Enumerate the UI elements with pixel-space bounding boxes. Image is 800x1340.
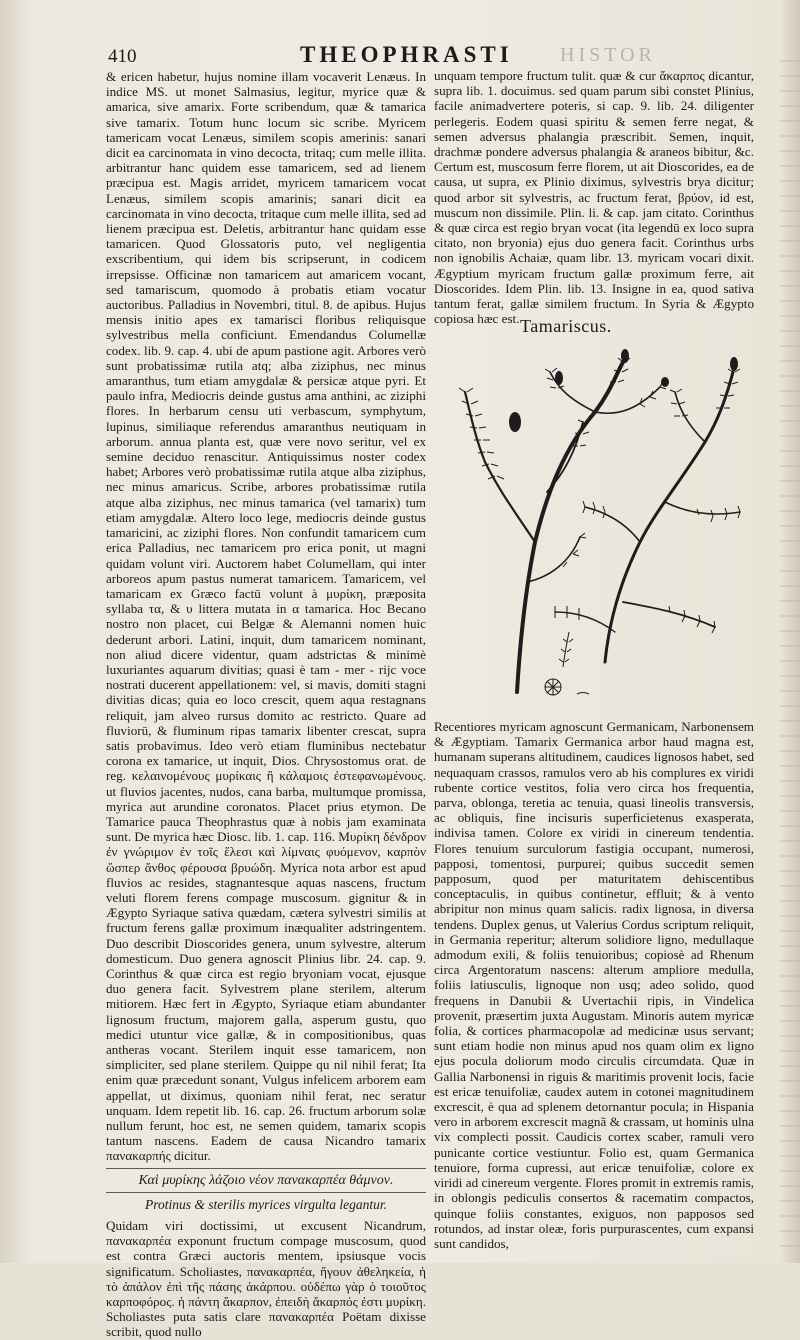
- detail-sprigs: [545, 632, 589, 695]
- divider: [106, 1192, 426, 1193]
- left-paragraph: & ericen habetur, hujus nomine illam vocaverit Lenæus. In indice MS. ut monet Salmasius, legitur, myrice quæ & amarica, sive amarix. Forte scribendum, quæ & tamarica sive tamarix. Totum hunc locum sic scribe. Myricem tamericam vocat Lenæus, similem scopis amerinis: sanari dicit ea carcinomata in vino decocta, tritaq; cum melle illita. arbitrantur hanc quidem esse tamaricem, sed ad lienem præcipua est. Magis arridet, myricem tamaricem vocat Lenæus, similem scopis amarinis; sanari dicit ea carcinomata in vino decocta, tritaque cum melle illita, sed ad lienem præcipua est. Deletis, arbitrantur hanc quidam esse tamaricen. Quod Glossatoris puto, vel negligentia exscribentium, qui idem bis scripserunt, in codicem irrepsisse. Officinæ non tamaricem aut amaricem vocant, sed tamariscum, quomodo à probatis etiam vocatur auctoribus. Palladius in Novembri, titul. 8. de apibus. Hujus mensis initio apes ex tamarisci floribus reliquisque sylvestribus mella conficiunt. Emendandus Columellæ codex. lib. 9. cap. 4. ubi de apum pastione agit. Arbores verò sunt probatissimæ rutila atq; alba ziziphus, nec minus amaranthus, tum etiam amygdalæ & persicæ atque pyri. Et paulo infra, Mediocris deinde gustus ama anthini, ac ziziphi flores. In herbarum censu uti verbascum, symphytum, lupinus, similiaque referendus amaranthus neutiquam in arborum. annua planta est, quæ vere novo seritur, vel ex semine deciduo renascitur. Antiquissimus noster codex habet; Arbores verò probatissimæ rutila atque alba ziziphus, nec minus amaricus. Scribe, arbores probatissimæ rutila atque alba ziziphus, nec minus tamarica (vel tamarix) tum etiam amygdalæ. Altero loco lege, mediocris deinde gustus tamaricini, ac ziziphi flores. Non confundit tamaricem cum erica Palladius, nec tamaricem pro erica ponit, ut magni quidam volunt viri. Auctorem habet Columellam, qui inter arboreos apum pastus numerat tamaricem. Tamaricem, vel tamaricam ex Græco factū volunt à μυρίκη, præposita syllaba τα, & υ littera mutata in α tamarica. Hoc Becano nostro non placet, cui Belgæ & Alemanni nomen huic dederunt arbori. Latini, inquit, dum tamaricem nominant, non aliud dicere videntur, quam adstrictas & minimè luxuriantes aquarum divitias; quasi è tam - mer - rijc voce nostrati ducerent appellationem: vel, si mavis, domiti stagni divitias dicas; quia eo loco crescit, quem aqua restagnans reliquit, jam alveo rursus domito ac restricto. Quare ad fluviorū, & fluminum ripas tamarix libenter crescat, supra satis probavimus. Ideo verò etiam fluminibus nectebatur corona ex tamarice, ut inquit, Dios. Chrysostomus orat. de reg. κελαινομένους μυρίκαις ἢ κάλαμοις ἐστεφανωμένους. ut fluvios jacentes, nudos, cana barba, multumque promissa, myrica aut arundine coronatos. Placet prius etymon. De Tamarice pauca Theophrastus quæ à nobis jam examinata sunt. De myrica hæc Diosc. lib. 1. cap. 116. Μυρίκη δένδρον ἐν γνώριμον ἐν τοῖς ἕλεσι καὶ λίμναις φυόμενον, καρπὸν ὥσπερ ἄνθος φέρουσα βρυώδη. Myrica nota arbor est apud fluvios ac resides, stagnantesque aquas nascens, fructum veluti florem ferens compage muscosum. gignitur & in Ægypto Syriaque sativa quædam, cætera sylvestri similis at fructum ferens gallæ proximum inæqualiter adstringentem. Duo describit Dioscorides genera, unum sylvestre, alterum domesticum. Duo genera agnoscit Plinius libr. 24. cap. 9. Corinthus & quæ circa est regio bryoniam vocat, ejusque duo genera facit. Sylvestrem plane sterilem, alterum mitiorem. Hæc fert in Ægypto, Syriaque etiam abundanter lignosum fructum, majorem galla, asperum gustu, quo medici utuntur vice gallæ, & in compositionibus, quas antheras vocant. Sterilem inquit esse tamaricem, non simpliciter, sed plane sterilem. Quippe qu nil nihil ferat; Ita enim quæ præcedunt sonant, Vulgus infelicem arborem eam appellat, ut diximus, quoniam nihil ferat, nec seratur unquam. Idem repetit lib. 16. cap. 26. fructum arborum solæ nullum ferunt, hoc est, ne semen quidem, tamarix scopis tantum nascens. Eadem de causa Nicandro tamarix πανακαρπής dicitur.: [106, 69, 426, 1164]
- page-edge-shadow: [780, 60, 800, 1250]
- right-top-paragraph: unquam tempore fructum tulit. quæ & cur ἄκαρπος dicantur, supra lib. 1. docuimus. sed quam parum sibi constet Plinius, facile animadvertere poteris, si cap. 9. lib. 24. diligenter perlegeris. Eodem quasi spiritu & semen ferre negat, & semen adversus phalangia præscribit. Semen, inquit, drachmæ pondere adversus phalangia & araneos bibitur, &c. Certum est, muscosum ferre florem, ut ait Dioscorides, ea de causa, ut supra, ex Plinio diximus, sylvestris brya dicitur; quod arbor sit sylvestris, ac fructum ferat, βρύον, id est, muscum non dissimile. Plin. li. & cap. jam citato. Corinthus & quæ circa est regio bryan vocat (ita legendū ex loco supra citato, non bryonia) ejus duo genera facit. Corinthus urbs non ignobilis Achaiæ, quam libr. 13. myricam vocari dixit. Ægyptium myricam fructum gallæ proximum ferre, ait Dioscorides. Idem Plin. lib. 13. Insigne in ea, quod sativa tantum ferat, gallæ similem fructum. In Syria & Ægypto copiosa hæc est.: [434, 68, 754, 327]
- page-header: [0, 40, 800, 70]
- page-number: 410: [108, 46, 137, 67]
- figure-title: Tamariscus.: [520, 316, 612, 336]
- foliage-hatching: [459, 358, 740, 633]
- plant-stems: [465, 362, 740, 692]
- flower-clusters: [509, 349, 738, 432]
- closing-paragraph: Quidam viri doctissimi, ut excusent Nicandrum, πανακαρπέα exponunt fructum compage muscosum, quod est contra Græci auctoris mentem, ipsiusque vocis significatum. Scholiastes, πανακαρπέα, ἤγουν ἀθεληκεία, ἡ τὸ ἀπάλον ἐπὶ τῆς πάσης ἀκάρπου. οὐδέπω γὰρ ὁ τοιοῦτος καρποφόρος. ἡ πάντη ἄκαρπον, ἐπειδὴ ἄκαρπός ἐστι μυρίκη. Scholiastes puta satis clare πανακαρπέα Poëtam dixisse scribit, quod nullo: [106, 1218, 426, 1340]
- bleed-through-text: HISTOR: [560, 44, 656, 66]
- latin-verse: Protinus & sterilis myrices virgulta legantur.: [145, 1196, 387, 1212]
- running-head: THEOPHRASTI: [300, 42, 513, 67]
- left-column: [106, 69, 426, 1340]
- right-bottom-paragraph: Recentiores myricam agnoscunt Germanicam, Narbonensem & Ægyptiam. Tamarix Germanica arbor haud magna est, humanam superans altitudinem, caudices lignosos habet, sed nequaquam crassos, ramulos vero ab his complures ex viridi rubente cortice vestitos, folia vero circa hos frequentia, parva, oblonga, teretia ac tenuia, quasi lineolis transversis, ac obliquis, fine incisuris superficietenus exasperata, indivisa tamen. Colore ex viridi in cinereum tendentia. Flores tenuium surculorum fastigia occupant, numerosi, papposi, tomentosi, purpurei; quibus succedit semen papposum, quod per maturitatem dehiscentibus conceptaculis, in quibus continetur, effluit; & à vento abripitur non minus quam salicis. radix lignosa, in diversa tendens. Duplex genus, ut Valerius Cordus scriptum reliquit, in Germania reperitur; alterum solidiore ligno, medullaque admodum exili, & foliis tenuioribus; copiosè ad Rhenum circa Argentoratum nascens: alterum ampliore medulla, foliis latiusculis, lignoque non usq; adeo solido, quod frequens in Danubii & Uvertachii ripis, in Vindelica provenit, præsertim juxta Augustam. Minoris autem myricæ folia, & cortices pharmacopolæ ad medicinæ usus servant; sunt etiam hodie non minus apud nos quam olim ex ligno ejus pocula doliorum modo circulis circumdata. Quæ in Gallia Narbonensi in riguis & maritimis provenit locis, facie est ericæ tenuifoliæ, caudex autem in cotonei magnitudinem excrescit, è qua ad splenem detornantur pocula; in Hispania vero in arborem excrescit magnã & crassam, ut hominis ulna vix complecti possit. Caudicis cortex scaber, ramuli vero punicante cortice vestiuntur. Folio est, quam Germanica tenuiore, forma cupressi, aut ericæ tenuifoliæ, colore ex viridi ad cinereum vergente. Flores promit in extremis ramis, in oblongis pediculis consertos & racematim compactos, quinque foliis constantes, exiguos, non papposos sed rotundos, ad instar oleæ, foris purpurascentes, cum expansi sunt candidos,: [434, 719, 754, 1251]
- tamarisk-woodcut-illustration: [455, 342, 765, 712]
- right-column-bottom: [434, 719, 754, 1251]
- divider: [106, 1168, 426, 1169]
- greek-verse: Καὶ μυρίκης λάζοιο νέον πανακαρπέα θάμνον.: [138, 1172, 394, 1188]
